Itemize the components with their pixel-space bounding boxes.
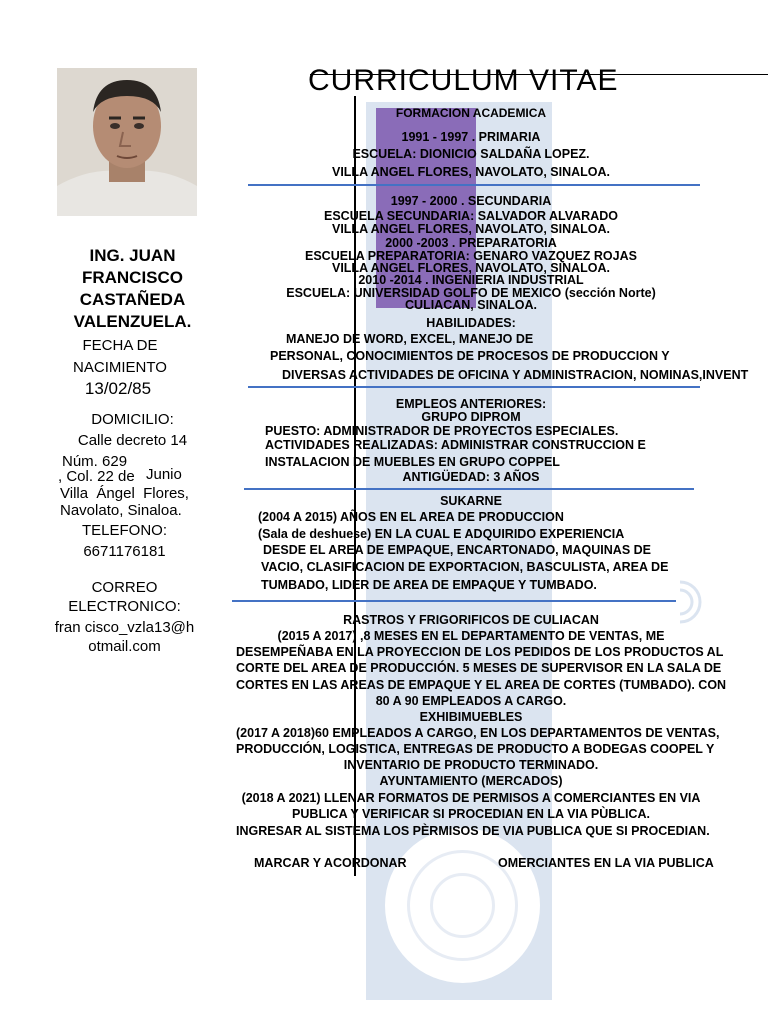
skills-line: PERSONAL, CONOCIMIENTOS DE PROCESOS DE PRODUCCION Y xyxy=(270,349,670,363)
candidate-name: ING. JUAN FRANCISCO CASTAÑEDA VALENZUELA. xyxy=(73,246,192,331)
education-secondary-years: 1997 - 2000 . SECUNDARIA xyxy=(390,194,552,208)
address-city: Navolato, Sinaloa. xyxy=(60,502,182,519)
education-primary-years: 1991 - 1997 . PRIMARIA xyxy=(401,130,541,144)
divider xyxy=(244,488,694,490)
phone-number: 6671176181 xyxy=(83,543,166,560)
job-detail: CORTE DEL AREA DE PRODUCCIÓN. 5 MESES DE SUPERVISOR EN LA SALA DE xyxy=(236,661,722,675)
job-detail: DESDE EL AREA DE EMPAQUE, ENCARTONADO, MAQUINAS DE xyxy=(263,543,652,557)
job-detail: ACTIVIDADES REALIZADAS: ADMINISTRAR CONSTRUCCION E xyxy=(265,438,646,452)
skills-line: MANEJO DE WORD, EXCEL, MANEJO DE xyxy=(286,332,534,346)
jobs-heading: EMPLEOS ANTERIORES: xyxy=(395,397,547,411)
job-company: AYUNTAMIENTO (MERCADOS) xyxy=(379,774,563,788)
divider xyxy=(248,184,700,186)
job-detail: VACIO, CLASIFICACION DE EXPORTACION, BASCULISTA, AREA DE xyxy=(261,560,669,574)
address-street: Calle decreto 14 xyxy=(77,432,188,449)
job-detail: MARCAR Y ACORDONAR xyxy=(254,856,411,870)
address-label: DOMICILIO: xyxy=(91,411,174,428)
job-seniority: ANTIGÜEDAD: 3 AÑOS xyxy=(402,470,540,484)
job-detail: (Sala de deshuese) EN LA CUAL E ADQUIRIDO EXPERIENCIA xyxy=(258,527,625,541)
skills-line: DIVERSAS ACTIVIDADES DE OFICINA Y ADMINISTRACION, NOMINAS,INVENT xyxy=(282,368,749,382)
job-detail: (2018 A 2021) LLENAR FORMATOS DE PERMISOS A COMERCIANTES EN VIA xyxy=(241,791,701,805)
job-detail: TUMBADO, LIDER DE AREA DE EMPAQUE Y TUMBADO. xyxy=(261,578,597,592)
email-label: CORREO ELECTRONICO: xyxy=(68,579,181,615)
education-secondary-location: VILLA ANGEL FLORES, NAVOLATO, SINALOA. xyxy=(331,222,610,236)
job-company: SUKARNE xyxy=(440,494,502,508)
education-prep-location: VILLA ANGEL FLORES, NAVOLATO, SINALOA. xyxy=(331,261,610,275)
divider xyxy=(232,600,676,602)
job-detail: INVENTARIO DE PRODUCTO TERMINADO. xyxy=(343,758,599,772)
education-prep-years: 2000 -2003 . PREPARATORIA xyxy=(385,236,557,250)
education-university-years: 2010 -2014 . INGENIERIA INDUSTRIAL xyxy=(358,273,584,287)
job-company: EXHIBIMUEBLES xyxy=(419,710,523,724)
education-university-school: ESCUELA: UNIVERSIDAD GOLFO DE MEXICO (sección Norte) xyxy=(286,286,656,300)
education-university-location: CULIACAN, SINALOA. xyxy=(405,298,537,312)
job-detail: INSTALACION DE MUEBLES EN GRUPO COPPEL xyxy=(265,455,560,469)
profile-photo xyxy=(57,68,197,216)
address-number: Núm. 629 xyxy=(62,453,128,470)
job-detail: DESEMPEÑABA EN LA PROYECCION DE LOS PEDIDOS DE LOS PRODUCTOS AL xyxy=(236,645,724,659)
email-address[interactable]: fran cisco_vzla13@h otmail.com xyxy=(54,619,195,655)
skills-heading: HABILIDADES: xyxy=(426,316,516,330)
birth-date: 13/02/85 xyxy=(84,379,152,398)
education-heading: FORMACION ACADEMICA xyxy=(395,106,547,120)
education-primary-school: ESCUELA: DIONICIO SALDAÑA LOPEZ. xyxy=(352,147,590,161)
phone-label: TELEFONO: xyxy=(81,522,167,539)
education-prep-school: ESCUELA PREPARATORIA: GENARO VAZQUEZ ROJAS xyxy=(305,249,637,263)
divider xyxy=(248,386,700,388)
job-detail: PRODUCCIÓN, LOGISTICA, ENTREGAS DE PRODUCTO A BODEGAS COOPEL Y xyxy=(236,742,715,756)
education-primary-location: VILLA ANGEL FLORES, NAVOLATO, SINALOA. xyxy=(331,165,610,179)
job-detail: PUESTO: ADMINISTRADOR DE PROYECTOS ESPECIALES. xyxy=(265,424,619,438)
address-junio: Junio xyxy=(146,466,182,483)
address-town: Villa Ángel Flores, xyxy=(60,485,189,502)
job-company: RASTROS Y FRIGORIFICOS DE CULIACAN xyxy=(343,613,599,627)
job-detail: (2017 A 2018)60 EMPLEADOS A CARGO, EN LOS DEPARTAMENTOS DE VENTAS, xyxy=(236,726,720,740)
birth-label: FECHA DE NACIMIENTO xyxy=(73,337,167,376)
job-detail: OMERCIANTES EN LA VIA PUBLICA xyxy=(498,856,714,870)
decorative-circle-logo xyxy=(385,828,540,983)
job-detail: 80 A 90 EMPLEADOS A CARGO. xyxy=(375,694,567,708)
address-colony: , Col. 22 de xyxy=(58,468,135,485)
job-company: GRUPO DIPROM xyxy=(421,410,521,424)
job-detail: CORTES EN LAS AREAS DE EMPAQUE Y EL AREA DE CORTES (TUMBADO). CON xyxy=(236,678,727,692)
education-secondary-school: ESCUELA SECUNDARIA: SALVADOR ALVARADO xyxy=(324,209,618,223)
job-detail: PUBLICA Y VERIFICAR SI PROCEDIAN EN LA VIA PÙBLICA. xyxy=(292,807,650,821)
job-detail: (2004 A 2015) AÑOS EN EL AREA DE PRODUCCION xyxy=(258,510,564,524)
job-detail: (2015 A 2017) ,8 MESES EN EL DEPARTAMENTO DE VENTAS, ME xyxy=(277,629,665,643)
page-title: CURRICULUM VITAE xyxy=(308,64,619,97)
job-detail: INGRESAR AL SISTEMA LOS PÈRMISOS DE VIA PUBLICA QUE SI PROCEDIAN. xyxy=(236,824,710,838)
